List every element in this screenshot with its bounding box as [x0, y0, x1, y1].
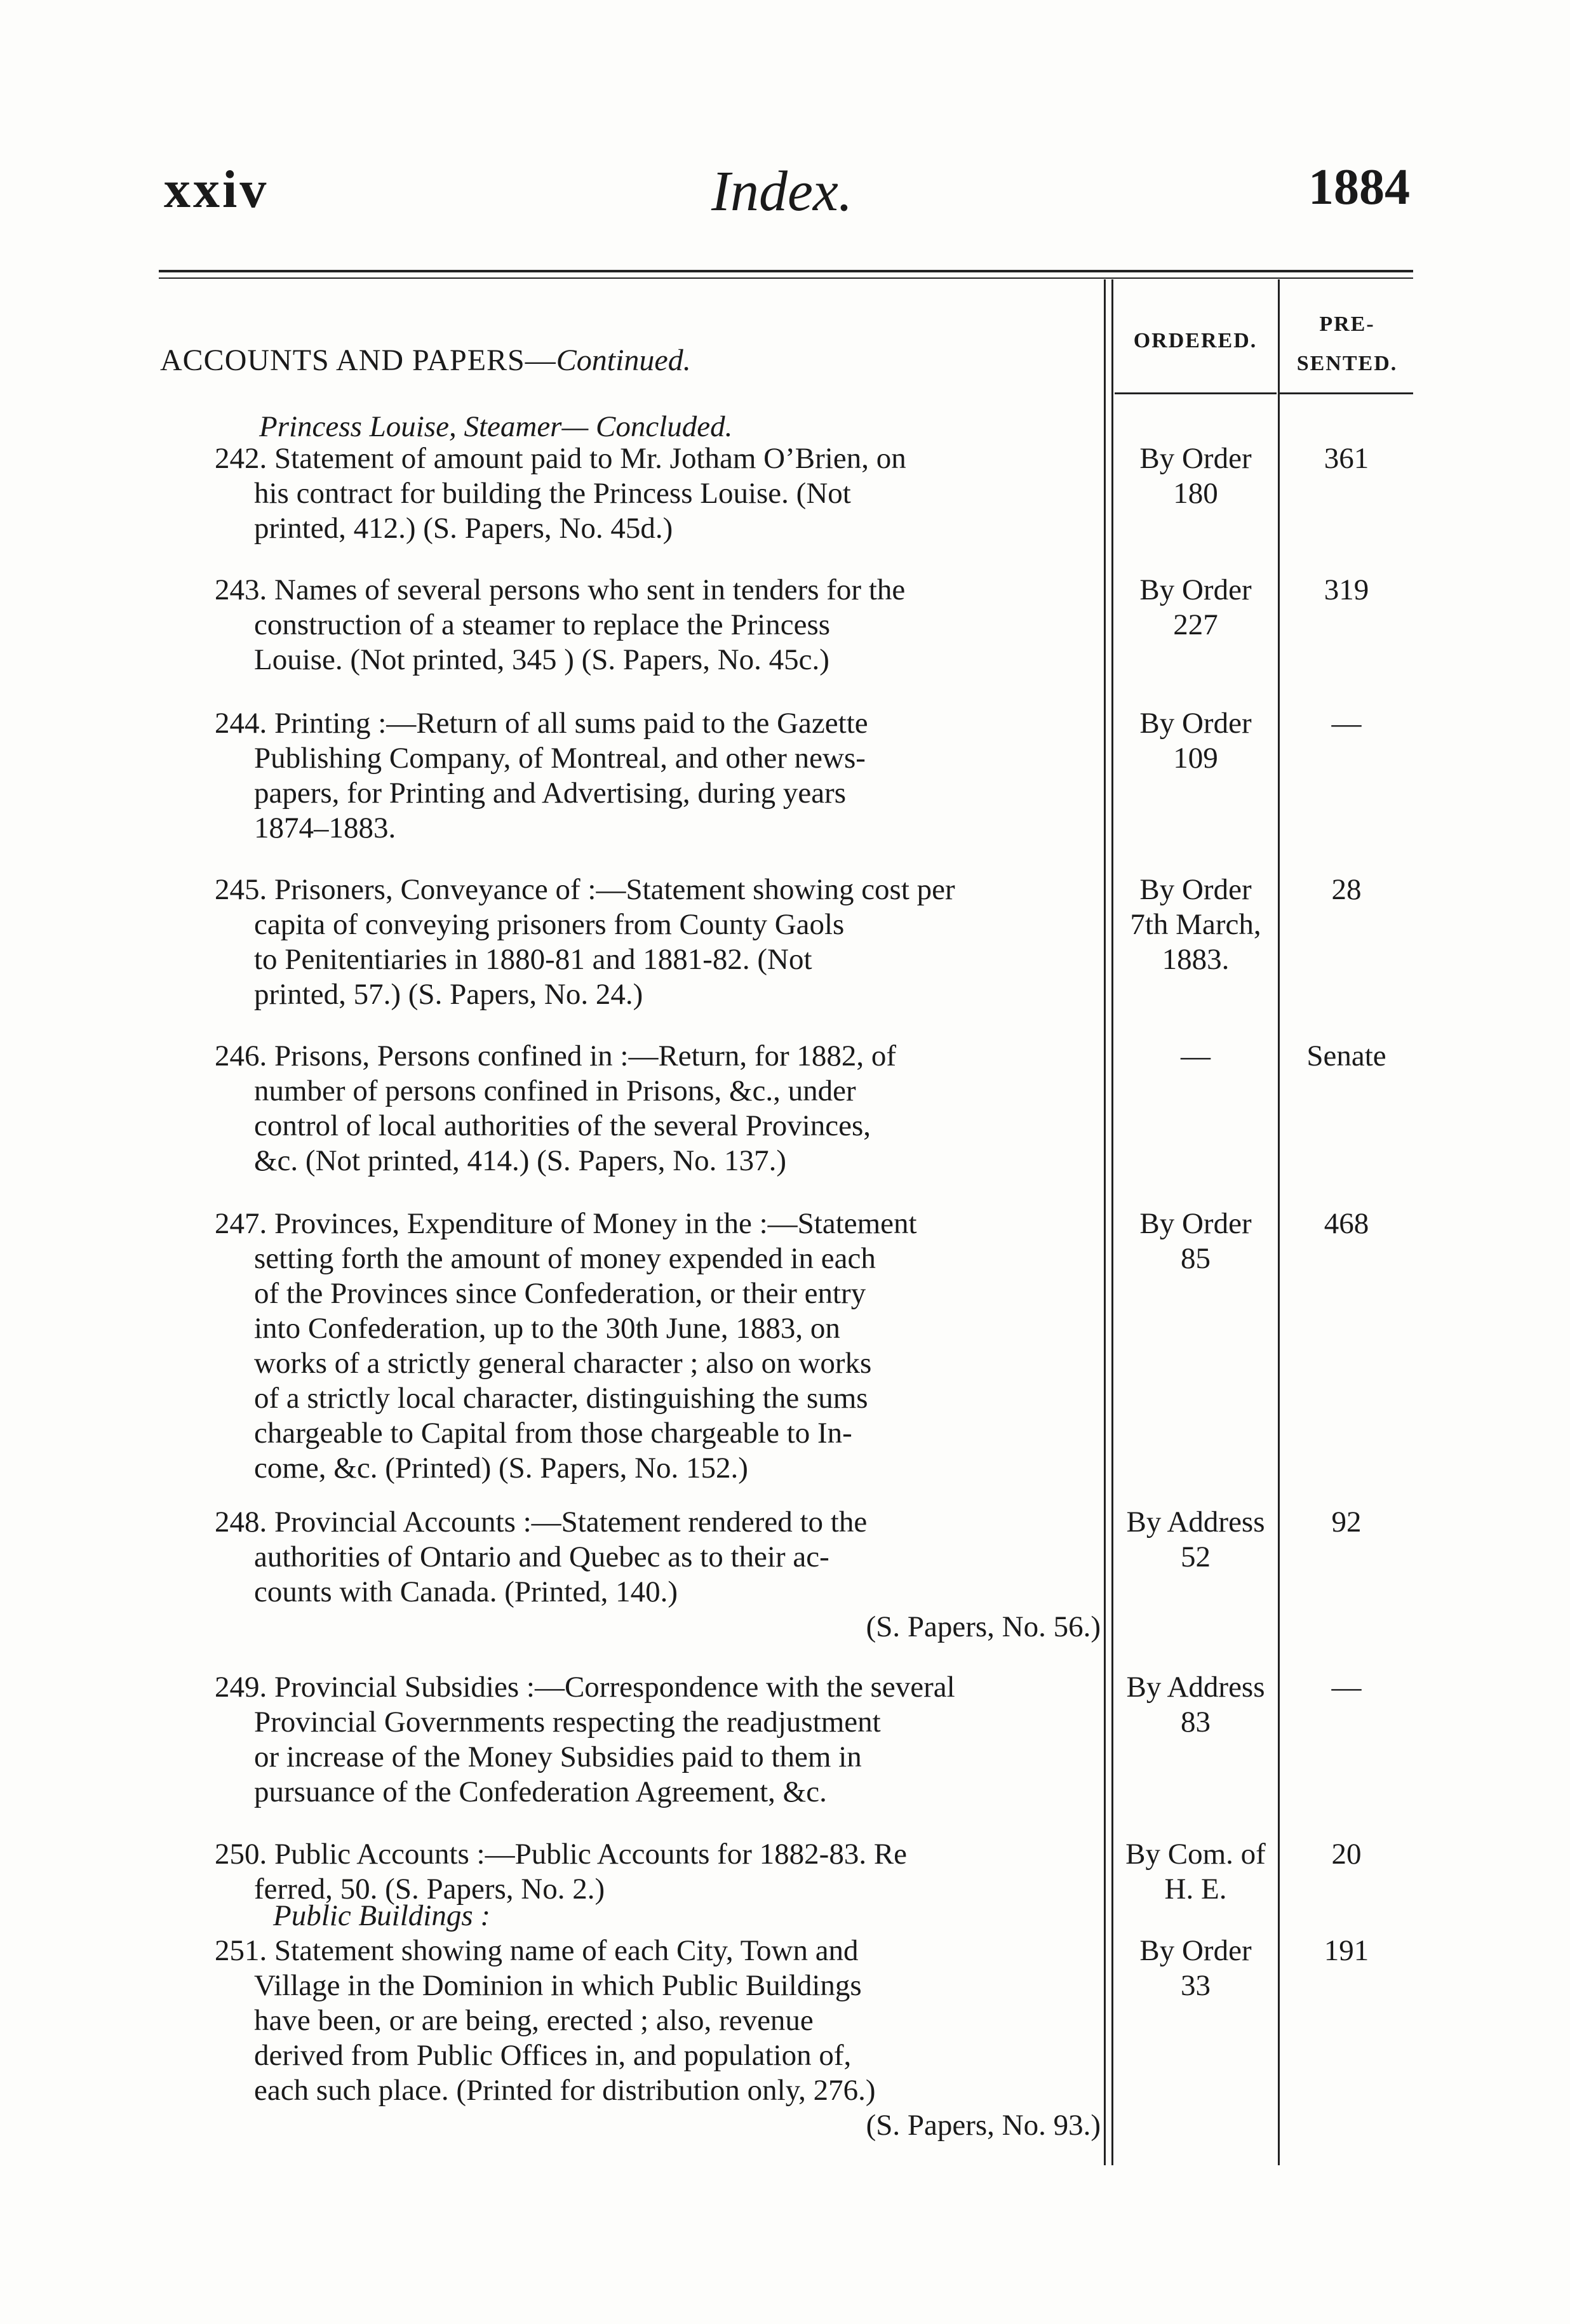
entry-text [215, 1505, 1101, 1645]
entry-presented: Senate [1306, 1039, 1386, 1072]
entry-line: Provincial Governments respecting the readjustment [254, 1706, 881, 1739]
entry-text [215, 1837, 1101, 1907]
column-divider [1111, 279, 1113, 2165]
entry-ordered-line: 52 [1181, 1540, 1211, 1573]
entry-presented: 191 [1324, 1934, 1369, 1967]
entry-line: construction of a steamer to replace the Princess [254, 608, 831, 641]
entry-line: pursuance of the Confederation Agreement, &c. [254, 1775, 827, 1808]
entry-presented: — [1331, 707, 1362, 740]
entry-ordered [1115, 706, 1277, 776]
entry-presented: 28 [1331, 873, 1362, 906]
entry-ordered [1115, 1837, 1277, 1907]
header-presented-line: PRE- [1319, 312, 1375, 336]
running-head [0, 159, 1570, 229]
entry-presented: — [1331, 1671, 1362, 1704]
entry-ordered-line: By Address [1126, 1506, 1265, 1539]
entry-line: capita of conveying prisoners from County Gaols [254, 908, 845, 941]
entry-text [215, 441, 1101, 546]
entry-line: authorities of Ontario and Quebec as to their ac- [254, 1540, 829, 1573]
entry-ordered-line: 109 [1173, 742, 1218, 775]
entry-line: his contract for building the Princess Louise. (Not [254, 477, 851, 510]
entry-ordered-line: 227 [1173, 608, 1218, 641]
page-folio: xxiv [164, 160, 269, 219]
entry-ordered-line: By Order [1139, 1934, 1252, 1967]
entry-ordered-line: By Order [1139, 707, 1252, 740]
entry-ordered-line: By Com. of [1125, 1838, 1266, 1871]
entry-line: come, &c. (Printed) (S. Papers, No. 152.) [254, 1452, 748, 1485]
entry-first-line: 249. Provincial Subsidies :—Correspondence with the several [215, 1671, 955, 1704]
entry-presented: 468 [1324, 1207, 1369, 1240]
entry-ordered-line: 33 [1181, 1969, 1211, 2002]
entry-line: papers, for Printing and Advertising, during years [254, 777, 846, 810]
entry-line: (S. Papers, No. 56.) [866, 1610, 1101, 1643]
entry-ordered [1115, 573, 1277, 643]
entry-ordered-line: — [1181, 1039, 1211, 1072]
entry-line: &c. (Not printed, 414.) (S. Papers, No. 137.) [254, 1144, 787, 1177]
header-presented [1280, 305, 1414, 384]
entry-ordered-line: 1883. [1162, 943, 1230, 976]
entry-line: chargeable to Capital from those chargeable to In- [254, 1417, 852, 1450]
entry-line: printed, 412.) (S. Papers, No. 45d.) [254, 512, 673, 545]
entry-line: counts with Canada. (Printed, 140.) [254, 1575, 678, 1608]
entry-line: of the Provinces since Confederation, or their entry [254, 1277, 866, 1310]
entry-ordered [1115, 1670, 1277, 1740]
entry-ordered-line: 7th March, [1130, 908, 1261, 941]
section-continued: Continued. [556, 344, 691, 377]
entry-ordered [1115, 1933, 1277, 2003]
entry-presented: 20 [1331, 1838, 1362, 1871]
column-divider [1104, 279, 1106, 2165]
entry-ordered-line: 83 [1181, 1706, 1211, 1739]
entry-ordered [1115, 1505, 1277, 1575]
entry-line: printed, 57.) (S. Papers, No. 24.) [254, 978, 643, 1011]
entry-ordered-line: By Order [1139, 1207, 1252, 1240]
entry-ordered-line: By Order [1139, 873, 1252, 906]
entry-presented: 361 [1324, 442, 1369, 475]
entry-ordered-line: By Order [1139, 573, 1252, 606]
entry-line: Village in the Dominion in which Public Buildings [254, 1969, 862, 2002]
entry-line: (S. Papers, No. 93.) [866, 2109, 1101, 2142]
entry-line: to Penitentiaries in 1880-81 and 1881-82. (Not [254, 943, 812, 976]
entry-first-line: 246. Prisons, Persons confined in :—Return, for 1882, of [215, 1039, 897, 1072]
entry-text [215, 1206, 1101, 1486]
entry-text [215, 1039, 1101, 1179]
entry-first-line: 247. Provinces, Expenditure of Money in the :—Statement [215, 1207, 917, 1240]
entry-line: Louise. (Not printed, 345 ) (S. Papers, No. 45c.) [254, 643, 829, 676]
head-rule-thin [159, 277, 1413, 279]
entry-ordered-line: 85 [1181, 1242, 1211, 1275]
entry-line: Publishing Company, of Montreal, and other news- [254, 742, 866, 775]
head-rule-thick [159, 270, 1413, 272]
page-year: 1884 [1308, 159, 1410, 215]
entry-line: into Confederation, up to the 30th June, 1883, on [254, 1312, 840, 1345]
entry-line: derived from Public Offices in, and population of, [254, 2039, 852, 2072]
entry-ordered [1115, 1206, 1277, 1276]
entry-line: 1874–1883. [254, 811, 396, 845]
entry-first-line: 244. Printing :—Return of all sums paid to the Gazette [215, 707, 868, 740]
entry-ordered [1115, 872, 1277, 977]
entry-ordered-line: H. E. [1164, 1873, 1227, 1906]
section-title-text: ACCOUNTS AND PAPERS— [160, 344, 556, 377]
subhead-princess-louise: Princess Louise, Steamer— Concluded. [259, 410, 733, 443]
entry-first-line: 248. Provincial Accounts :—Statement rendered to the [215, 1506, 868, 1539]
entry-text [215, 1670, 1101, 1810]
entry-ordered-line: By Address [1126, 1671, 1265, 1704]
entry-ordered-line: 180 [1173, 477, 1218, 510]
presented-header-rule [1280, 392, 1413, 394]
entry-line: number of persons confined in Prisons, &c., under [254, 1074, 856, 1107]
header-presented-line: SENTED. [1296, 352, 1398, 375]
entry-text [215, 573, 1101, 678]
entry-text [215, 1933, 1101, 2143]
entry-ordered [1115, 1039, 1277, 1074]
entry-line: of a strictly local character, distinguishing the sums [254, 1382, 868, 1415]
entry-text [215, 872, 1101, 1012]
page-title: Index. [711, 160, 853, 223]
entry-line: control of local authorities of the several Provinces, [254, 1109, 871, 1142]
entry-ordered-line: By Order [1139, 442, 1252, 475]
subhead-public-buildings: Public Buildings : [273, 1899, 491, 1932]
entry-presented: 319 [1324, 573, 1369, 606]
entry-first-line: 251. Statement showing name of each City, Town and [215, 1934, 859, 1967]
entry-line: setting forth the amount of money expended in each [254, 1242, 876, 1275]
entry-first-line: 250. Public Accounts :—Public Accounts for 1882-83. Re [215, 1838, 908, 1871]
entry-line: works of a strictly general character ; also on works [254, 1347, 872, 1380]
entry-ordered [1115, 441, 1277, 511]
ordered-header-rule [1115, 392, 1277, 394]
entry-first-line: 245. Prisoners, Conveyance of :—Statement showing cost per [215, 873, 955, 906]
entry-line: each such place. (Printed for distribution only, 276.) [254, 2074, 876, 2107]
entry-first-line: 243. Names of several persons who sent in tenders for the [215, 573, 906, 606]
entry-line: have been, or are being, erected ; also, revenue [254, 2004, 814, 2037]
entry-line: or increase of the Money Subsidies paid to them in [254, 1740, 862, 1773]
entry-first-line: 242. Statement of amount paid to Mr. Jotham O’Brien, on [215, 442, 906, 475]
entry-presented: 92 [1331, 1506, 1362, 1539]
header-ordered: ORDERED. [1133, 329, 1258, 352]
entry-line: ferred, 50. (S. Papers, No. 2.) [254, 1873, 605, 1906]
section-title [160, 343, 691, 378]
entry-text [215, 706, 1101, 846]
